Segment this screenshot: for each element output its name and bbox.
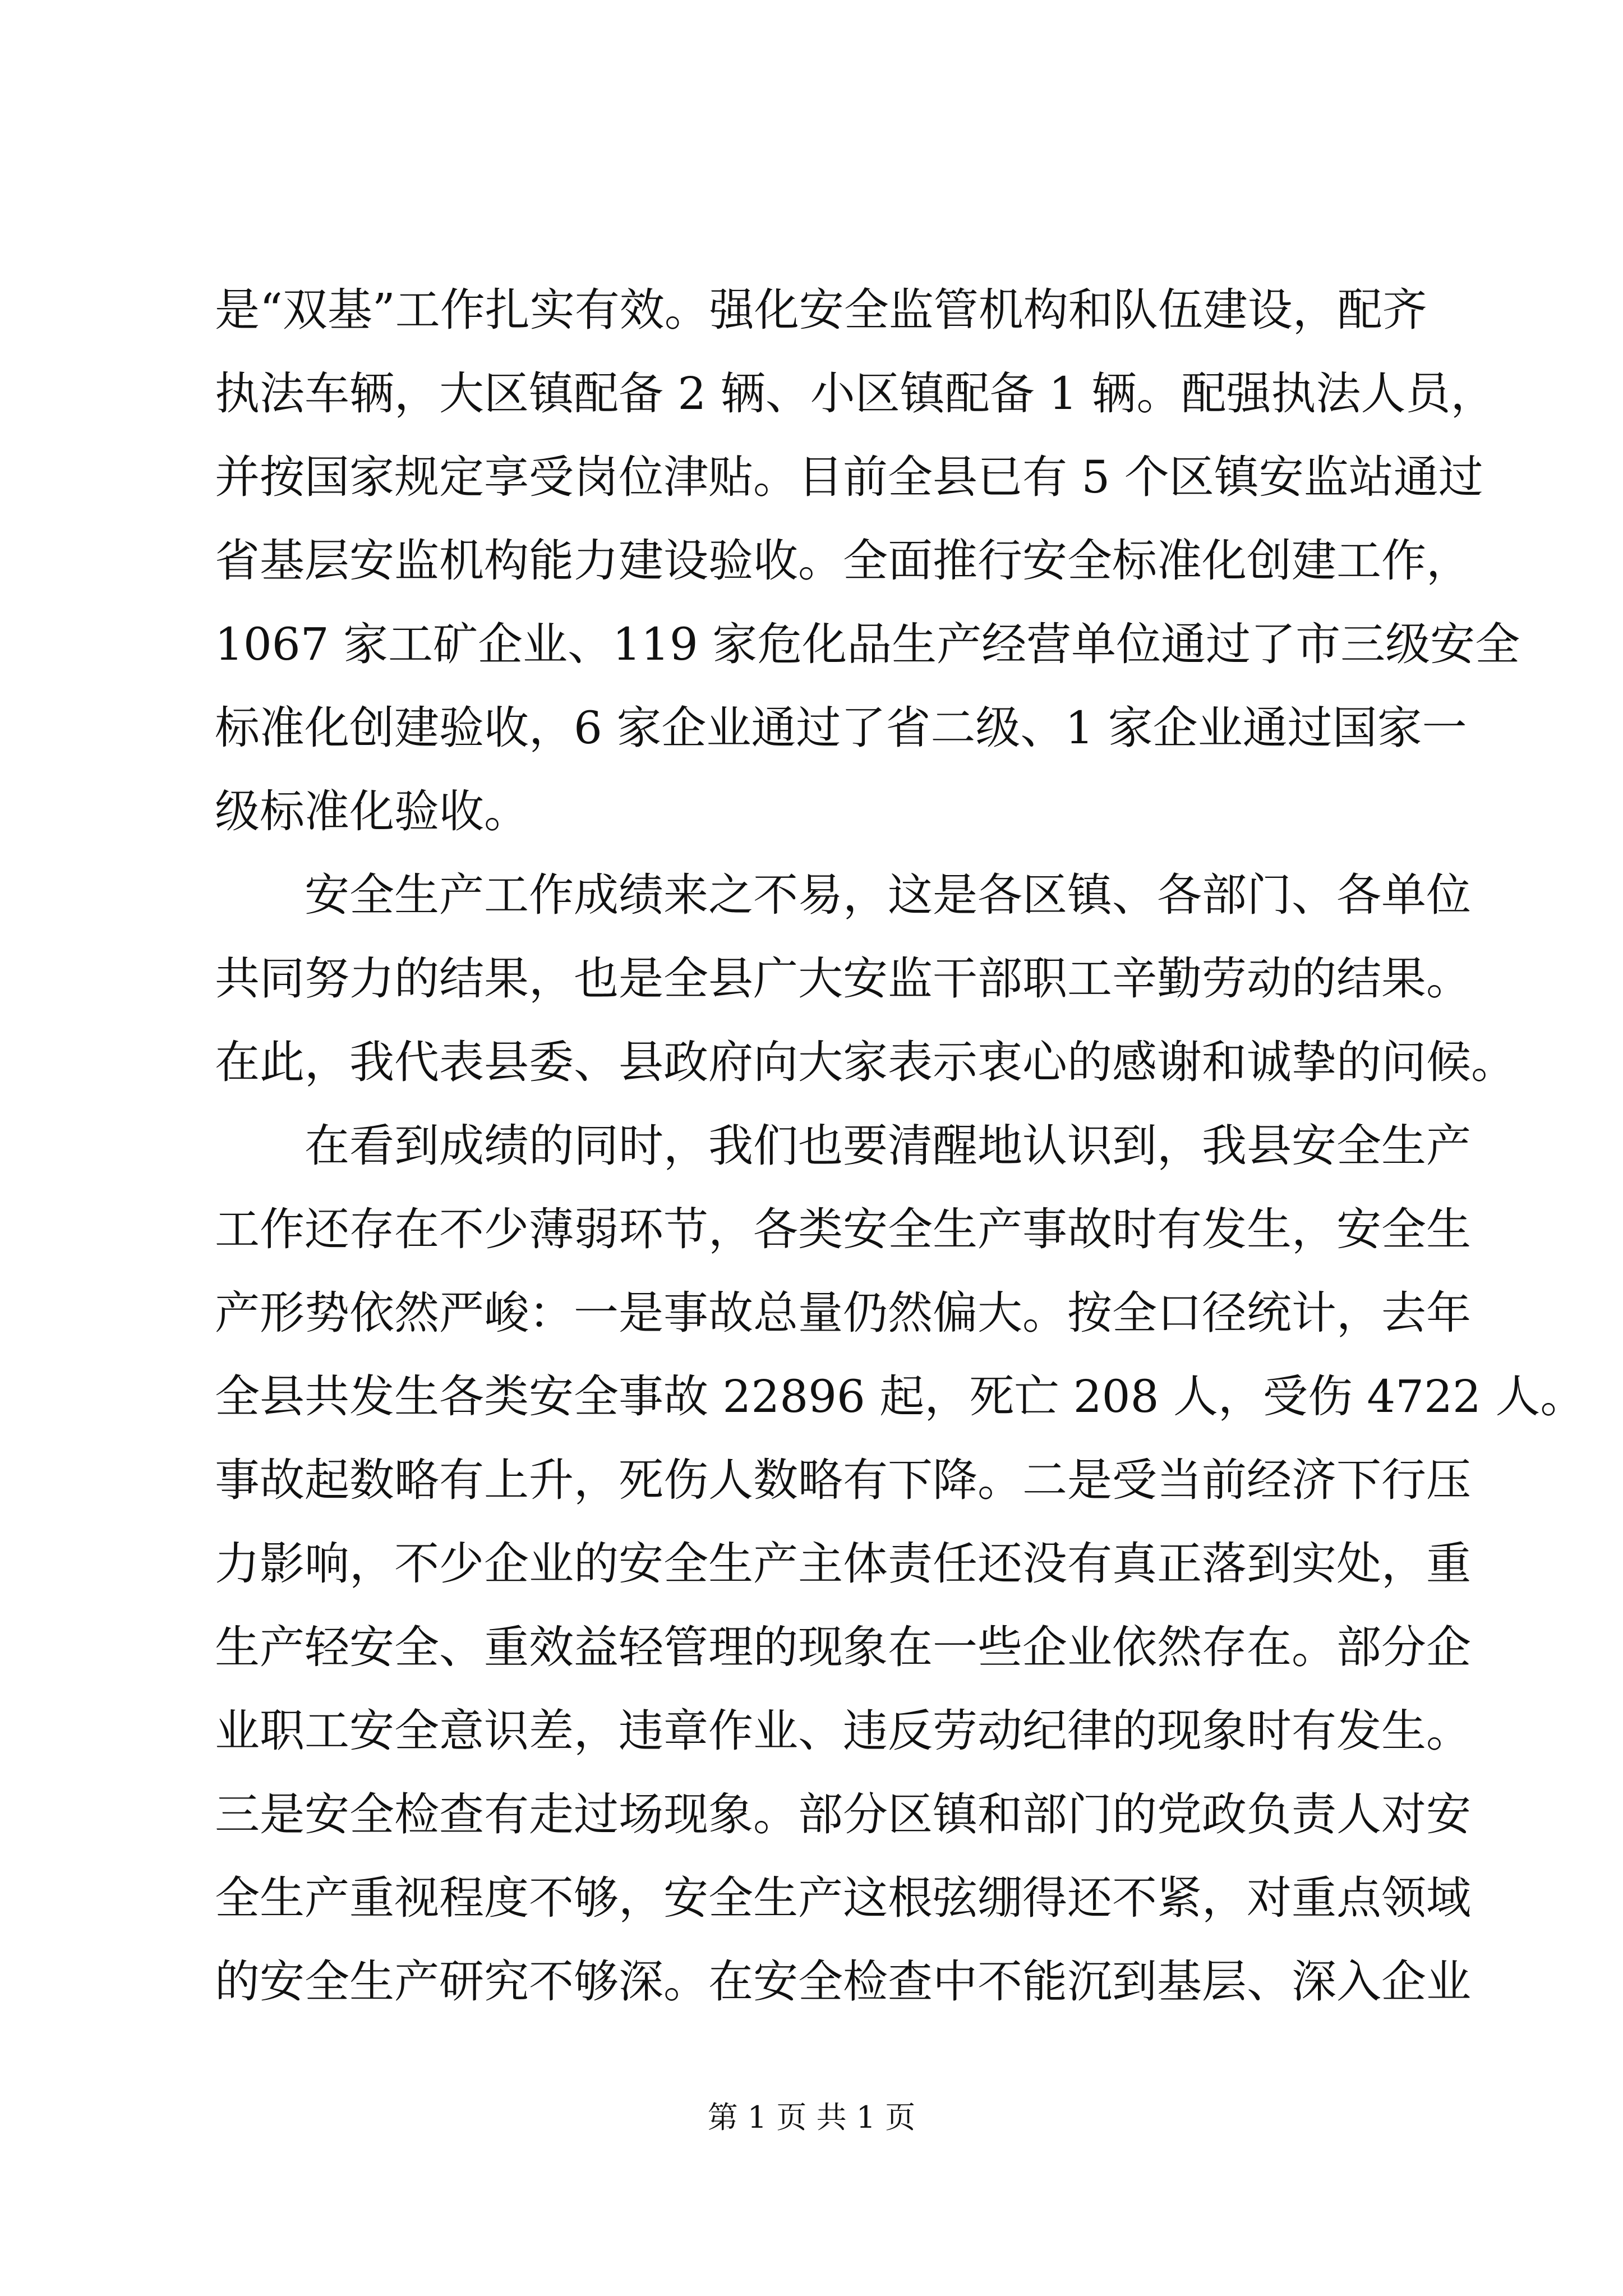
text-line: 安全生产工作成绩来之不易，这是各区镇、各部门、各单位	[305, 869, 1471, 921]
text-line: 是“双基”工作扎实有效。强化安全监管机构和队伍建设，配齐	[215, 284, 1427, 336]
text-line: 全生产重视程度不够，安全生产这根弦绷得还不紧，对重点领域	[215, 1872, 1471, 1924]
text-line: 的安全生产研究不够深。在安全检查中不能沉到基层、深入企业	[215, 1955, 1471, 2008]
text-line: 省基层安监机构能力建设验收。全面推行安全标准化创建工作，	[215, 535, 1471, 587]
text-line: 执法车辆，大区镇配备 2 辆、小区镇配备 1 辆。配强执法人员，	[215, 367, 1496, 420]
text-line: 产形势依然严峻：一是事故总量仍然偏大。按全口径统计，去年	[215, 1287, 1471, 1339]
text-line: 级标准化验收。	[215, 785, 529, 838]
text-line: 在此，我代表县委、县政府向大家表示衷心的感谢和诚挚的问候。	[215, 1036, 1516, 1088]
text-line: 力影响，不少企业的安全生产主体责任还没有真正落到实处，重	[215, 1538, 1471, 1590]
text-line: 三是安全检查有走过场现象。部分区镇和部门的党政负责人对安	[215, 1788, 1471, 1841]
text-line: 生产轻安全、重效益轻管理的现象在一些企业依然存在。部分企	[215, 1621, 1471, 1673]
text-line: 业职工安全意识差，违章作业、违反劳动纪律的现象时有发生。	[215, 1705, 1471, 1757]
text-line: 工作还存在不少薄弱环节，各类安全生产事故时有发生，安全生	[215, 1203, 1471, 1255]
text-line: 全县共发生各类安全事故 22896 起，死亡 208 人，受伤 4722 人。	[215, 1370, 1585, 1423]
text-line: 在看到成绩的同时，我们也要清醒地认识到，我县安全生产	[305, 1120, 1471, 1172]
page-number-footer: 第 1 页 共 1 页	[707, 2100, 916, 2135]
text-line: 事故起数略有上升，死伤人数略有下降。二是受当前经济下行压	[215, 1454, 1471, 1506]
text-line: 共同努力的结果，也是全县广大安监干部职工辛勤劳动的结果。	[215, 953, 1471, 1005]
text-line: 1067 家工矿企业、119 家危化品生产经营单位通过了市三级安全	[215, 618, 1520, 670]
text-line: 并按国家规定享受岗位津贴。目前全县已有 5 个区镇安监站通过	[215, 451, 1483, 503]
text-line: 标准化创建验收，6 家企业通过了省二级、1 家企业通过国家一	[215, 702, 1467, 754]
